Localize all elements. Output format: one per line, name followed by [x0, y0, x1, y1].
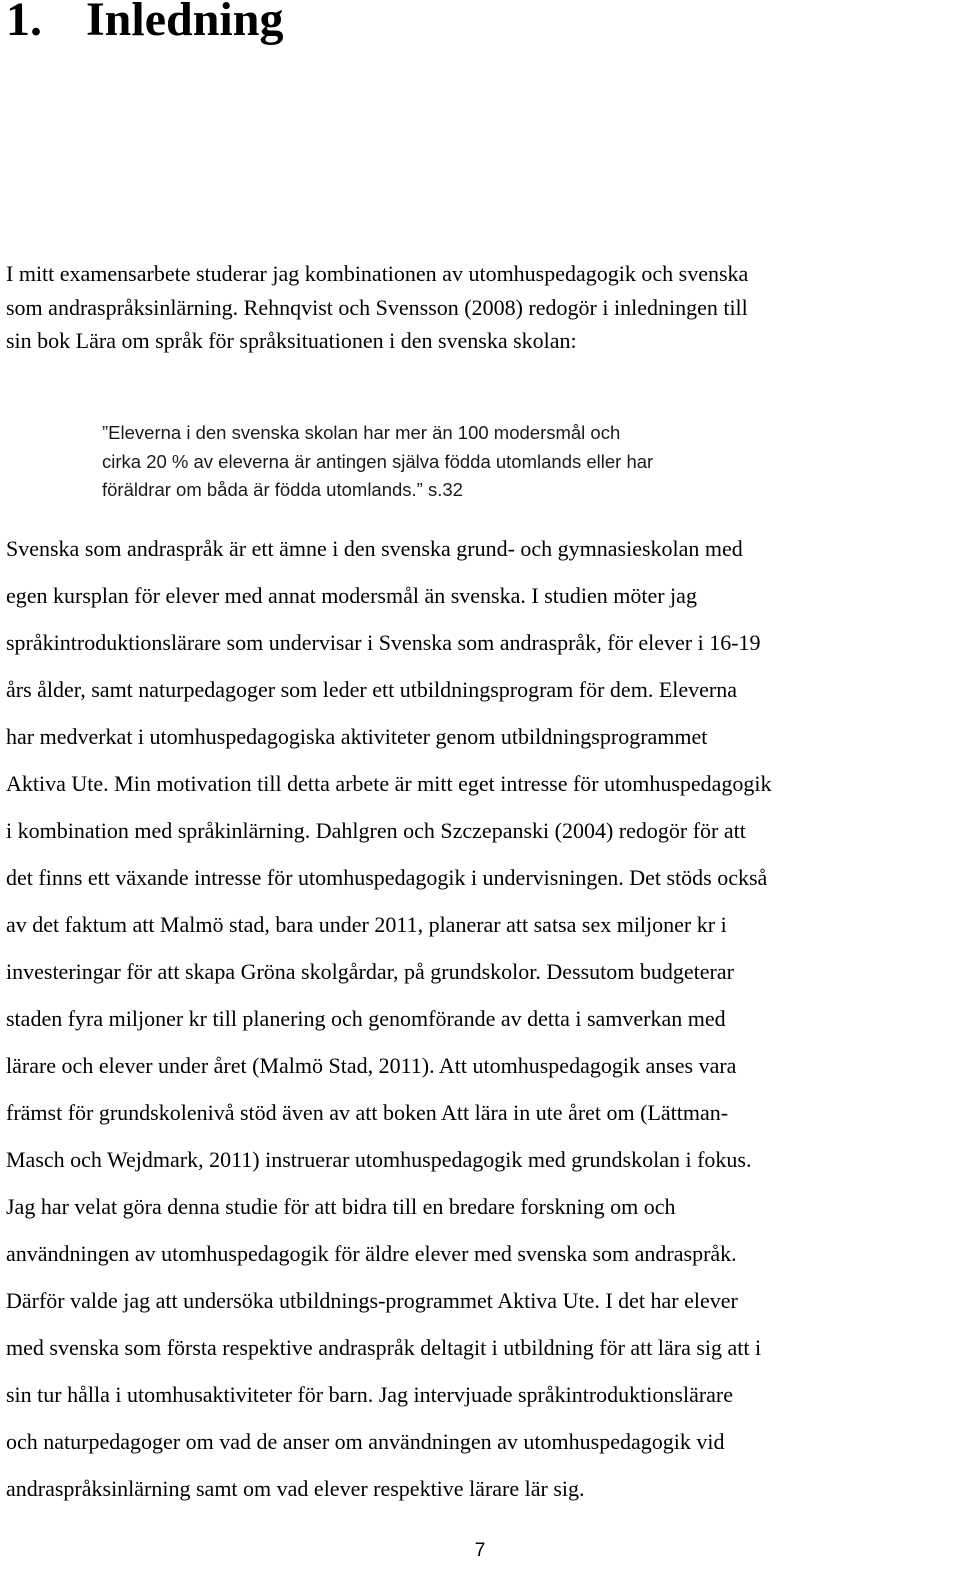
text-line: Aktiva Ute. Min motivation till detta arbete är mitt eget intresse för utomhuspedagogik [6, 771, 772, 796]
intro-paragraph [6, 257, 748, 358]
chapter-number: 1. [6, 0, 42, 46]
quote-line: cirka 20 % av eleverna är antingen själva födda utomlands eller har [102, 450, 654, 472]
chapter-title: Inledning [86, 0, 284, 46]
text-line: med svenska som första respektive andraspråk deltagit i utbildning för att lära sig att i [6, 1335, 762, 1360]
text-line: det finns ett växande intresse för utomhuspedagogik i undervisningen. Det stöds också [6, 865, 768, 890]
text-line: egen kursplan för elever med annat modersmål än svenska. I studien möter jag [6, 583, 697, 608]
text-line: i kombination med språkinlärning. Dahlgren och Szczepanski (2004) redogör för att [6, 818, 746, 843]
chapter-heading [6, 0, 283, 48]
text-line: Masch och Wejdmark, 2011) instruerar utomhuspedagogik med grundskolan i fokus. [6, 1147, 752, 1172]
text-line: Därför valde jag att undersöka utbildnings-programmet Aktiva Ute. I det har elever [6, 1288, 738, 1313]
text-line: års ålder, samt naturpedagoger som leder ett utbildningsprogram för dem. Eleverna [6, 677, 737, 702]
text-line: och naturpedagoger om vad de anser om användningen av utomhuspedagogik vid [6, 1429, 725, 1454]
block-quote [102, 419, 653, 505]
text-line: har medverkat i utomhuspedagogiska aktiviteter genom utbildningsprogrammet [6, 724, 708, 749]
text-line: lärare och elever under året (Malmö Stad, 2011). Att utomhuspedagogik anses vara [6, 1053, 737, 1078]
page-number: 7 [474, 1540, 486, 1561]
text-line: sin tur hålla i utomhusaktiviteter för barn. Jag intervjuade språkintroduktionslärare [6, 1382, 734, 1407]
text-line: Svenska som andraspråk är ett ämne i den svenska grund- och gymnasieskolan med [6, 536, 743, 561]
text-line: Jag har velat göra denna studie för att bidra till en bredare forskning om och [6, 1194, 676, 1219]
body-paragraph [6, 525, 772, 1512]
text-line: som andraspråksinlärning. Rehnqvist och Svensson (2008) redogör i inledningen till [6, 294, 748, 320]
text-line: främst för grundskolenivå stöd även av att boken Att lära in ute året om (Lättman- [6, 1100, 729, 1125]
quote-line: föräldrar om båda är födda utomlands.” s.32 [102, 479, 463, 500]
text-line: språkintroduktionslärare som undervisar i Svenska som andraspråk, för elever i 16-19 [6, 630, 761, 655]
text-line: användningen av utomhuspedagogik för äldre elever med svenska som andraspråk. [6, 1241, 737, 1266]
text-line: av det faktum att Malmö stad, bara under 2011, planerar att satsa sex miljoner kr i [6, 912, 727, 937]
text-line: staden fyra miljoner kr till planering och genomförande av detta i samverkan med [6, 1006, 726, 1031]
text-line: investeringar för att skapa Gröna skolgårdar, på grundskolor. Dessutom budgeterar [6, 959, 734, 984]
text-line: I mitt examensarbete studerar jag kombinationen av utomhuspedagogik och svenska [6, 261, 749, 286]
text-line: andraspråksinlärning samt om vad elever respektive lärare lär sig. [6, 1476, 585, 1501]
text-line: sin bok Lära om språk för språksituationen i den svenska skolan: [6, 328, 577, 353]
quote-line: ”Eleverna i den svenska skolan har mer än 100 modersmål och [102, 422, 621, 443]
